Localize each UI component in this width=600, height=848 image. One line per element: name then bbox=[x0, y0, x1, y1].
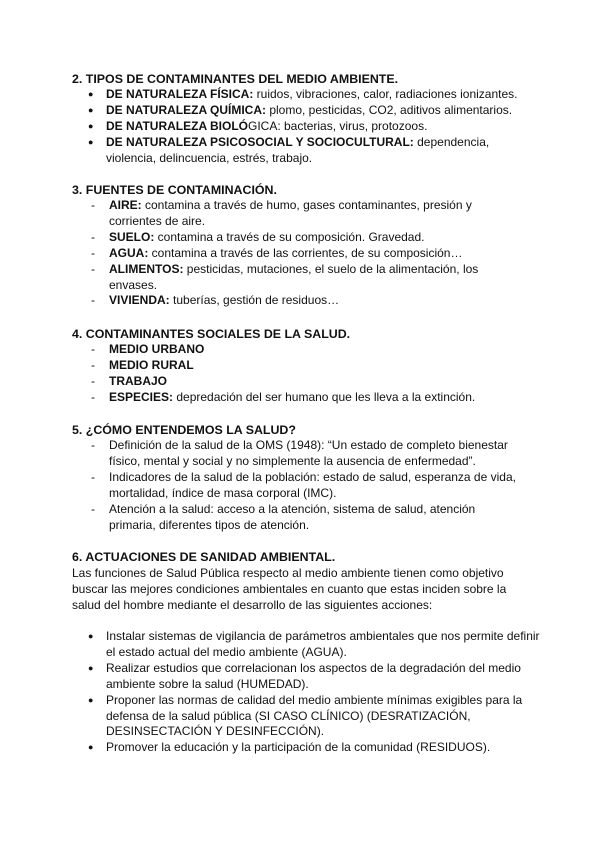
section-4-list bbox=[72, 342, 542, 406]
bullet-icon: ● bbox=[88, 136, 94, 147]
section-5 bbox=[72, 422, 542, 533]
list-item: ● Instalar sistemas de vigilancia de parámetros ambientales que nos permite definir el estado actual del medio ambiente (AGUA). bbox=[88, 629, 540, 659]
section-5-list bbox=[72, 438, 542, 533]
list-item: - Indicadores de la salud de la población: estado de salud, esperanza de vida, mortalidad, índice de masa corporal (IMC). bbox=[91, 469, 516, 500]
section-3-list bbox=[72, 198, 542, 309]
list-item: - MEDIO RURAL bbox=[91, 357, 194, 372]
section-6 bbox=[72, 549, 542, 756]
list-item: - MEDIO URBANO bbox=[91, 342, 205, 356]
bullet-icon: ● bbox=[88, 89, 94, 99]
section-6-list bbox=[72, 629, 542, 756]
dash-icon: - bbox=[91, 229, 95, 244]
list-item: - AIRE: contamina a través de humo, gases contaminantes, presión y corrientes de aire. bbox=[91, 198, 472, 228]
bullet-icon: ● bbox=[88, 631, 94, 641]
section-4-title: 4. CONTAMINANTES SOCIALES DE LA SALUD. bbox=[72, 327, 351, 341]
section-2 bbox=[72, 71, 542, 167]
bullet-icon: ● bbox=[88, 694, 94, 705]
list-item: - Definición de la salud de la OMS (1948): “Un estado de completo bienestar físico, mental y social y no simplemente la ausencia de enfermedad”. bbox=[91, 438, 508, 468]
dash-icon: - bbox=[91, 438, 95, 452]
dash-icon: - bbox=[91, 261, 95, 276]
dash-icon: - bbox=[91, 245, 95, 260]
list-item: ● DE NATURALEZA BIOLÓGICA: bacterias, virus, protozoos. bbox=[88, 118, 428, 133]
list-item: - ALIMENTOS: pesticidas, mutaciones, el suelo de la alimentación, los envases. bbox=[91, 261, 479, 292]
dash-icon: - bbox=[91, 342, 95, 356]
dash-icon: - bbox=[91, 357, 95, 372]
list-item: ● Realizar estudios que correlacionan los aspectos de la degradación del medio ambiente sobre la salud (HUMEDAD). bbox=[88, 660, 521, 691]
bullet-icon: ● bbox=[88, 662, 94, 673]
dash-icon: - bbox=[91, 469, 95, 484]
list-item: - TRABAJO bbox=[91, 373, 168, 388]
bullet-icon: ● bbox=[88, 104, 94, 115]
list-item: ● DE NATURALEZA PSICOSOCIAL Y SOCIOCULTURAL: dependencia, violencia, delincuencia, estrés, trabajo. bbox=[88, 134, 490, 165]
dash-icon: - bbox=[91, 501, 95, 516]
section-2-title: 2. TIPOS DE CONTAMINANTES DEL MEDIO AMBIENTE. bbox=[72, 72, 399, 86]
list-item: ● Proponer las normas de calidad del medio ambiente mínimas exigibles para la defensa de la salud pública (SI CASO CLÍNICO) (DESRATIZACIÓN, DESINSECTACIÓN Y DESINFECCIÓN). bbox=[88, 692, 523, 739]
list-item: - SUELO: contamina a través de su composición. Gravedad. bbox=[91, 229, 425, 244]
section-5-title: 5. ¿CÓMO ENTENDEMOS LA SALUD? bbox=[72, 423, 296, 437]
section-4 bbox=[72, 326, 542, 406]
bullet-icon: ● bbox=[88, 742, 94, 753]
dash-icon: - bbox=[91, 389, 95, 404]
dash-icon: - bbox=[91, 293, 95, 308]
list-item: ● DE NATURALEZA FÍSICA: ruidos, vibraciones, calor, radiaciones ionizantes. bbox=[88, 87, 518, 101]
dash-icon: - bbox=[91, 198, 95, 212]
dash-icon: - bbox=[91, 373, 95, 388]
list-item: - AGUA: contamina a través de las corrientes, de su composición… bbox=[91, 245, 463, 260]
section-3-title: 3. FUENTES DE CONTAMINACIÓN. bbox=[72, 183, 277, 197]
section-2-list bbox=[72, 87, 542, 167]
list-item: ● DE NATURALEZA QUÍMICA: plomo, pesticidas, CO2, aditivos alimentarios. bbox=[88, 102, 513, 117]
section-6-intro: Las funciones de Salud Pública respecto al medio ambiente tienen como objetivo buscar las mejores condiciones ambientales en cuanto que estas inciden sobre la salud del hombre mediante el desarrollo de las siguientes acciones: bbox=[72, 566, 507, 612]
list-item: - Atención a la salud: acceso a la atención, sistema de salud, atención primaria, diferentes tipos de atención. bbox=[91, 501, 476, 532]
list-item: - ESPECIES: depredación del ser humano que les lleva a la extinción. bbox=[91, 389, 476, 404]
list-item: - VIVIENDA: tuberías, gestión de residuos… bbox=[91, 293, 340, 308]
section-6-title: 6. ACTUACIONES DE SANIDAD AMBIENTAL. bbox=[72, 550, 336, 564]
list-item: ● Promover la educación y la participación de la comunidad (RESIDUOS). bbox=[88, 740, 491, 755]
section-3 bbox=[72, 182, 542, 309]
bullet-icon: ● bbox=[88, 120, 94, 131]
